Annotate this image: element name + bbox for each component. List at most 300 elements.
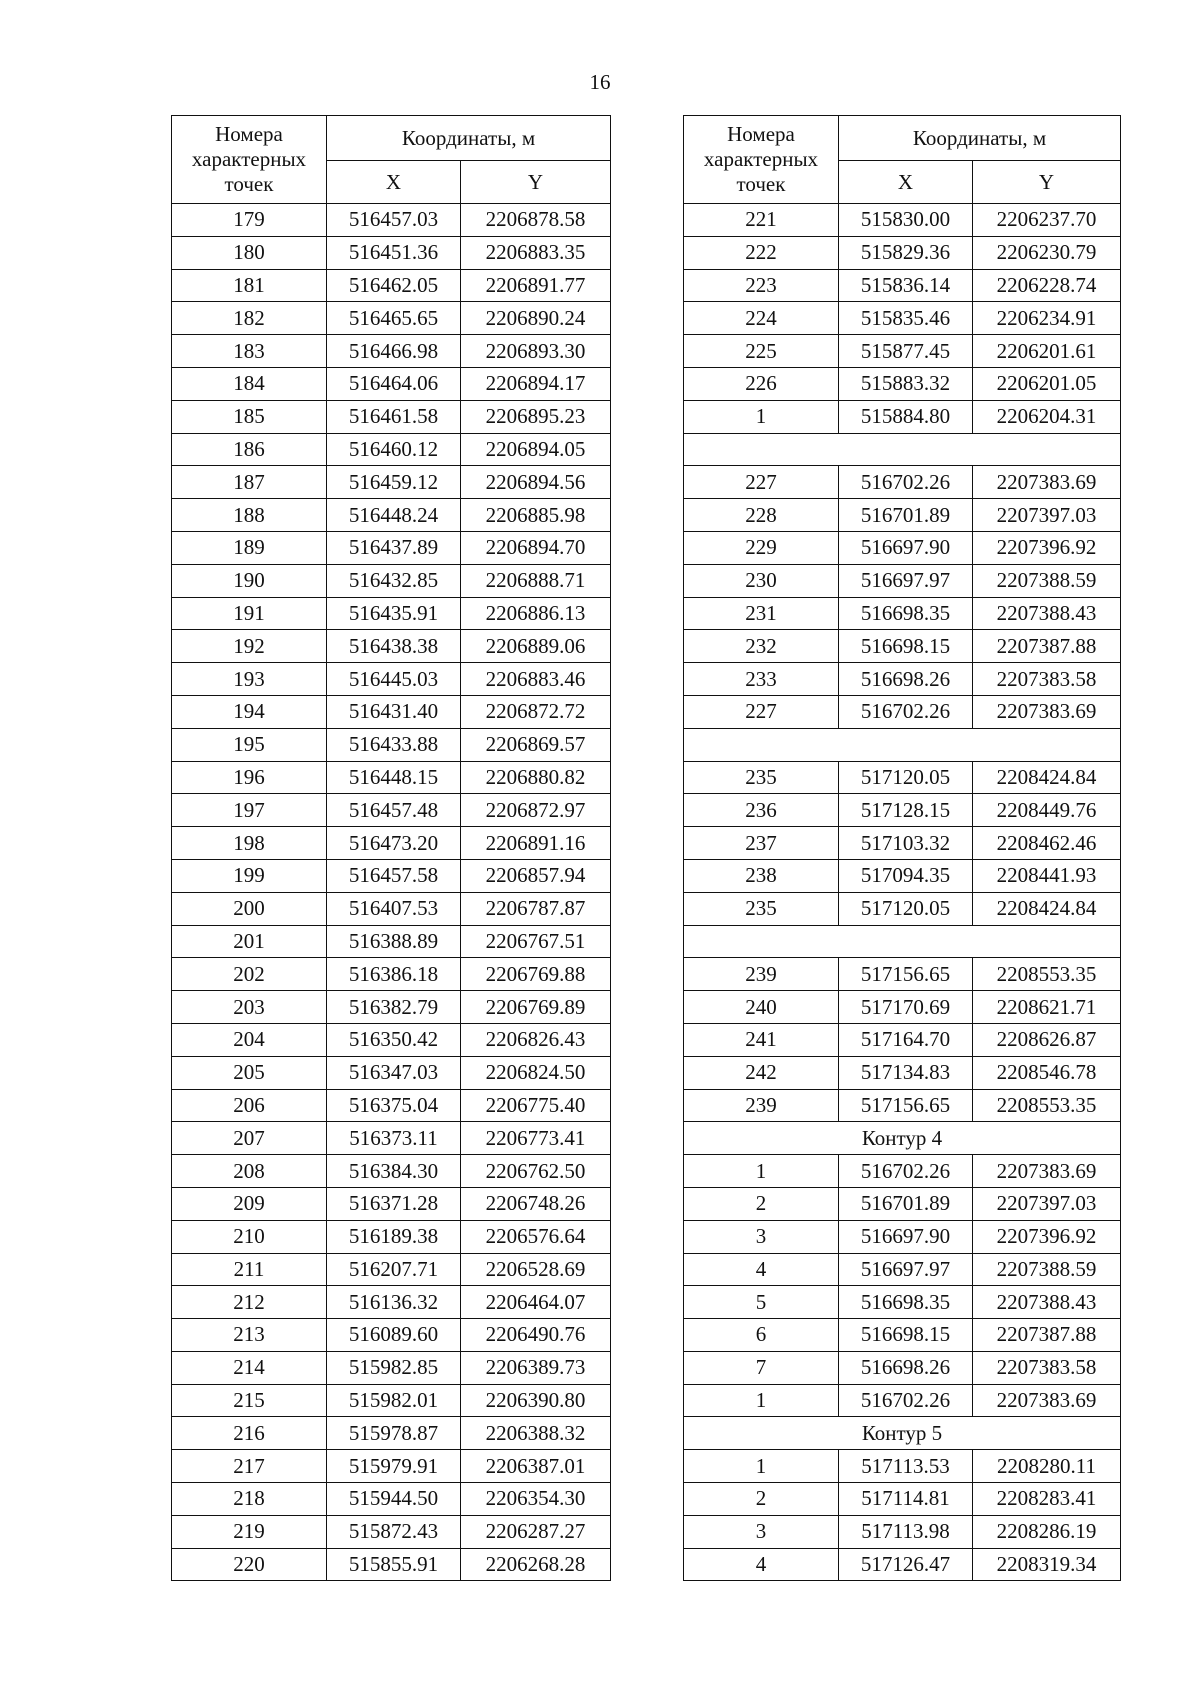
x-coordinate-cell: 516207.71 — [327, 1253, 461, 1286]
y-coordinate-cell: 2206769.89 — [461, 991, 611, 1024]
x-coordinate-cell: 516459.12 — [327, 466, 461, 499]
table-row — [172, 400, 611, 433]
table-row — [172, 1187, 611, 1220]
point-number-cell: 5 — [684, 1286, 839, 1319]
x-coordinate-cell: 517126.47 — [839, 1548, 973, 1581]
y-coordinate-cell: 2206886.13 — [461, 597, 611, 630]
y-coordinate-cell: 2206576.64 — [461, 1220, 611, 1253]
y-coordinate-cell: 2206464.07 — [461, 1286, 611, 1319]
y-coordinate-cell: 2206891.77 — [461, 269, 611, 302]
x-coordinate-cell: 516445.03 — [327, 663, 461, 696]
coordinates-table-right — [683, 115, 1121, 1581]
table-row — [684, 1483, 1121, 1516]
y-coordinate-cell: 2206748.26 — [461, 1187, 611, 1220]
x-coordinate-cell: 517114.81 — [839, 1483, 973, 1516]
table-row — [684, 761, 1121, 794]
y-coordinate-cell: 2206857.94 — [461, 859, 611, 892]
y-coordinate-cell: 2206894.56 — [461, 466, 611, 499]
table-row — [684, 499, 1121, 532]
x-coordinate-cell: 516438.38 — [327, 630, 461, 663]
point-number-cell: 205 — [172, 1056, 327, 1089]
x-coordinate-cell: 516473.20 — [327, 827, 461, 860]
y-coordinate-cell: 2207388.43 — [973, 1286, 1121, 1319]
table-row — [684, 302, 1121, 335]
table-row — [172, 695, 611, 728]
y-coordinate-cell: 2207383.58 — [973, 663, 1121, 696]
x-coordinate-cell: 516375.04 — [327, 1089, 461, 1122]
point-number-cell: 227 — [684, 466, 839, 499]
x-coordinate-cell: 516432.85 — [327, 564, 461, 597]
table-row — [172, 1351, 611, 1384]
x-coordinate-cell: 517156.65 — [839, 958, 973, 991]
header-y: Y — [461, 161, 611, 204]
x-coordinate-cell: 516136.32 — [327, 1286, 461, 1319]
point-number-cell: 228 — [684, 499, 839, 532]
table-row — [684, 1155, 1121, 1188]
y-coordinate-cell: 2206389.73 — [461, 1351, 611, 1384]
point-number-cell: 200 — [172, 892, 327, 925]
header-x: X — [839, 161, 973, 204]
point-number-cell: 232 — [684, 630, 839, 663]
point-number-cell: 189 — [172, 531, 327, 564]
x-coordinate-cell: 517094.35 — [839, 859, 973, 892]
table-row — [172, 991, 611, 1024]
x-coordinate-cell: 516698.15 — [839, 630, 973, 663]
x-coordinate-cell: 515982.01 — [327, 1384, 461, 1417]
table-row — [684, 1319, 1121, 1352]
table-row — [684, 597, 1121, 630]
x-coordinate-cell: 515883.32 — [839, 367, 973, 400]
y-coordinate-cell: 2206891.16 — [461, 827, 611, 860]
y-coordinate-cell: 2206390.80 — [461, 1384, 611, 1417]
point-number-cell: 242 — [684, 1056, 839, 1089]
y-coordinate-cell: 2208280.11 — [973, 1450, 1121, 1483]
y-coordinate-cell: 2206201.61 — [973, 335, 1121, 368]
y-coordinate-cell: 2207388.59 — [973, 1253, 1121, 1286]
table-row — [172, 925, 611, 958]
x-coordinate-cell: 516388.89 — [327, 925, 461, 958]
point-number-cell: 1 — [684, 1450, 839, 1483]
y-coordinate-cell: 2206787.87 — [461, 892, 611, 925]
point-number-cell: 220 — [172, 1548, 327, 1581]
y-coordinate-cell: 2206387.01 — [461, 1450, 611, 1483]
y-coordinate-cell: 2206228.74 — [973, 269, 1121, 302]
y-coordinate-cell: 2206826.43 — [461, 1023, 611, 1056]
x-coordinate-cell: 516457.58 — [327, 859, 461, 892]
point-number-cell: 239 — [684, 1089, 839, 1122]
point-number-cell: 184 — [172, 367, 327, 400]
table-row — [172, 269, 611, 302]
y-coordinate-cell: 2207383.58 — [973, 1351, 1121, 1384]
point-number-cell: 185 — [172, 400, 327, 433]
point-number-cell: 6 — [684, 1319, 839, 1352]
x-coordinate-cell: 516698.35 — [839, 1286, 973, 1319]
y-coordinate-cell: 2208626.87 — [973, 1023, 1121, 1056]
point-number-cell: 197 — [172, 794, 327, 827]
y-coordinate-cell: 2207383.69 — [973, 1384, 1121, 1417]
table-row — [172, 499, 611, 532]
y-coordinate-cell: 2207387.88 — [973, 1319, 1121, 1352]
y-coordinate-cell: 2206490.76 — [461, 1319, 611, 1352]
x-coordinate-cell: 516464.06 — [327, 367, 461, 400]
x-coordinate-cell: 515855.91 — [327, 1548, 461, 1581]
x-coordinate-cell: 516702.26 — [839, 695, 973, 728]
table-row — [684, 433, 1121, 466]
x-coordinate-cell: 516457.03 — [327, 204, 461, 237]
y-coordinate-cell: 2206769.88 — [461, 958, 611, 991]
y-coordinate-cell: 2206767.51 — [461, 925, 611, 958]
point-number-cell: 182 — [172, 302, 327, 335]
table-row — [172, 204, 611, 237]
table-row — [684, 630, 1121, 663]
table-row — [684, 1450, 1121, 1483]
table-row — [172, 335, 611, 368]
y-coordinate-cell: 2206230.79 — [973, 236, 1121, 269]
table-row — [684, 1089, 1121, 1122]
left-table-body — [172, 204, 611, 1581]
table-row — [684, 1056, 1121, 1089]
y-coordinate-cell: 2208546.78 — [973, 1056, 1121, 1089]
x-coordinate-cell: 516448.15 — [327, 761, 461, 794]
table-row — [684, 269, 1121, 302]
x-coordinate-cell: 517103.32 — [839, 827, 973, 860]
point-number-cell: 237 — [684, 827, 839, 860]
point-number-cell: 231 — [684, 597, 839, 630]
table-row — [172, 1220, 611, 1253]
y-coordinate-cell: 2206883.46 — [461, 663, 611, 696]
table-row — [172, 1384, 611, 1417]
coordinates-table-left — [171, 115, 611, 1581]
table-row — [684, 1122, 1121, 1155]
y-coordinate-cell: 2206888.71 — [461, 564, 611, 597]
point-number-cell: 206 — [172, 1089, 327, 1122]
table-row — [684, 400, 1121, 433]
x-coordinate-cell: 515978.87 — [327, 1417, 461, 1450]
x-coordinate-cell: 516347.03 — [327, 1056, 461, 1089]
table-row — [684, 564, 1121, 597]
y-coordinate-cell: 2206890.24 — [461, 302, 611, 335]
point-number-cell: 236 — [684, 794, 839, 827]
x-coordinate-cell: 516697.90 — [839, 1220, 973, 1253]
point-number-cell: 7 — [684, 1351, 839, 1384]
y-coordinate-cell: 2206893.30 — [461, 335, 611, 368]
point-number-cell: 216 — [172, 1417, 327, 1450]
table-row — [172, 761, 611, 794]
point-number-cell: 2 — [684, 1483, 839, 1516]
point-number-cell: 226 — [684, 367, 839, 400]
table-row — [684, 827, 1121, 860]
point-number-cell: 229 — [684, 531, 839, 564]
table-row — [684, 236, 1121, 269]
y-coordinate-cell: 2206388.32 — [461, 1417, 611, 1450]
x-coordinate-cell: 516698.26 — [839, 1351, 973, 1384]
table-row — [684, 1515, 1121, 1548]
x-coordinate-cell: 516451.36 — [327, 236, 461, 269]
point-number-cell: 191 — [172, 597, 327, 630]
x-coordinate-cell: 517128.15 — [839, 794, 973, 827]
x-coordinate-cell: 517170.69 — [839, 991, 973, 1024]
y-coordinate-cell: 2207388.43 — [973, 597, 1121, 630]
y-coordinate-cell: 2208283.41 — [973, 1483, 1121, 1516]
point-number-cell: 239 — [684, 958, 839, 991]
table-row — [172, 1483, 611, 1516]
table-row — [172, 597, 611, 630]
point-number-cell: 203 — [172, 991, 327, 1024]
point-number-cell: 194 — [172, 695, 327, 728]
table-row — [172, 1089, 611, 1122]
point-number-cell: 235 — [684, 761, 839, 794]
table-row — [684, 1417, 1121, 1450]
x-coordinate-cell: 517164.70 — [839, 1023, 973, 1056]
x-coordinate-cell: 515829.36 — [839, 236, 973, 269]
point-number-cell: 224 — [684, 302, 839, 335]
point-number-cell: 230 — [684, 564, 839, 597]
x-coordinate-cell: 516437.89 — [327, 531, 461, 564]
table-row — [172, 663, 611, 696]
x-coordinate-cell: 516701.89 — [839, 1187, 973, 1220]
table-row — [684, 367, 1121, 400]
point-number-cell: 4 — [684, 1253, 839, 1286]
page-number: 16 — [589, 70, 611, 94]
table-row — [172, 433, 611, 466]
y-coordinate-cell: 2206824.50 — [461, 1056, 611, 1089]
table-row — [684, 335, 1121, 368]
y-coordinate-cell: 2207383.69 — [973, 1155, 1121, 1188]
point-number-cell: 213 — [172, 1319, 327, 1352]
table-row — [172, 958, 611, 991]
point-number-cell: 227 — [684, 695, 839, 728]
y-coordinate-cell: 2206775.40 — [461, 1089, 611, 1122]
point-number-cell: 196 — [172, 761, 327, 794]
x-coordinate-cell: 516089.60 — [327, 1319, 461, 1352]
table-row — [172, 1155, 611, 1188]
point-number-cell: 207 — [172, 1122, 327, 1155]
table-row — [172, 859, 611, 892]
x-coordinate-cell: 516702.26 — [839, 466, 973, 499]
y-coordinate-cell: 2206204.31 — [973, 400, 1121, 433]
spacer-cell — [684, 925, 1121, 958]
table-row — [172, 630, 611, 663]
table-row — [684, 1187, 1121, 1220]
y-coordinate-cell: 2206234.91 — [973, 302, 1121, 335]
point-number-cell: 212 — [172, 1286, 327, 1319]
y-coordinate-cell: 2206287.27 — [461, 1515, 611, 1548]
point-number-cell: 3 — [684, 1515, 839, 1548]
x-coordinate-cell: 516465.65 — [327, 302, 461, 335]
y-coordinate-cell: 2206880.82 — [461, 761, 611, 794]
y-coordinate-cell: 2207396.92 — [973, 1220, 1121, 1253]
point-number-cell: 199 — [172, 859, 327, 892]
table-row — [684, 1286, 1121, 1319]
x-coordinate-cell: 516433.88 — [327, 728, 461, 761]
y-coordinate-cell: 2206354.30 — [461, 1483, 611, 1516]
x-coordinate-cell: 516697.97 — [839, 564, 973, 597]
table-row — [172, 1417, 611, 1450]
x-coordinate-cell: 517156.65 — [839, 1089, 973, 1122]
x-coordinate-cell: 516462.05 — [327, 269, 461, 302]
x-coordinate-cell: 516702.26 — [839, 1155, 973, 1188]
x-coordinate-cell: 515872.43 — [327, 1515, 461, 1548]
point-number-cell: 179 — [172, 204, 327, 237]
table-row — [684, 1384, 1121, 1417]
point-number-cell: 198 — [172, 827, 327, 860]
x-coordinate-cell: 516435.91 — [327, 597, 461, 630]
point-number-cell: 190 — [172, 564, 327, 597]
table-row — [172, 367, 611, 400]
point-number-cell: 195 — [172, 728, 327, 761]
table-row — [684, 1220, 1121, 1253]
y-coordinate-cell: 2206773.41 — [461, 1122, 611, 1155]
point-number-cell: 235 — [684, 892, 839, 925]
x-coordinate-cell: 516698.15 — [839, 1319, 973, 1352]
y-coordinate-cell: 2208621.71 — [973, 991, 1121, 1024]
point-number-cell: 219 — [172, 1515, 327, 1548]
x-coordinate-cell: 516697.90 — [839, 531, 973, 564]
table-row — [172, 564, 611, 597]
point-number-cell: 188 — [172, 499, 327, 532]
y-coordinate-cell: 2206268.28 — [461, 1548, 611, 1581]
x-coordinate-cell: 516189.38 — [327, 1220, 461, 1253]
table-row — [172, 1056, 611, 1089]
header-point-numbers: Номера характерных точек — [684, 116, 839, 204]
table-row — [172, 728, 611, 761]
point-number-cell: 193 — [172, 663, 327, 696]
y-coordinate-cell: 2206872.97 — [461, 794, 611, 827]
table-row — [684, 531, 1121, 564]
table-row — [684, 892, 1121, 925]
point-number-cell: 1 — [684, 1155, 839, 1188]
y-coordinate-cell: 2206889.06 — [461, 630, 611, 663]
table-row — [684, 1548, 1121, 1581]
point-number-cell: 233 — [684, 663, 839, 696]
y-coordinate-cell: 2208441.93 — [973, 859, 1121, 892]
spacer-cell — [684, 728, 1121, 761]
point-number-cell: 214 — [172, 1351, 327, 1384]
y-coordinate-cell: 2206883.35 — [461, 236, 611, 269]
table-row — [684, 1023, 1121, 1056]
table-row — [684, 991, 1121, 1024]
table-row — [684, 466, 1121, 499]
table-row — [172, 794, 611, 827]
point-number-cell: 4 — [684, 1548, 839, 1581]
y-coordinate-cell: 2206878.58 — [461, 204, 611, 237]
y-coordinate-cell: 2208286.19 — [973, 1515, 1121, 1548]
y-coordinate-cell: 2206237.70 — [973, 204, 1121, 237]
y-coordinate-cell: 2206895.23 — [461, 400, 611, 433]
point-number-cell: 3 — [684, 1220, 839, 1253]
y-coordinate-cell: 2208424.84 — [973, 761, 1121, 794]
y-coordinate-cell: 2207388.59 — [973, 564, 1121, 597]
table-row — [172, 892, 611, 925]
x-coordinate-cell: 516407.53 — [327, 892, 461, 925]
table-row — [684, 204, 1121, 237]
y-coordinate-cell: 2206894.70 — [461, 531, 611, 564]
x-coordinate-cell: 517113.53 — [839, 1450, 973, 1483]
y-coordinate-cell: 2208553.35 — [973, 958, 1121, 991]
x-coordinate-cell: 516384.30 — [327, 1155, 461, 1188]
y-coordinate-cell: 2207397.03 — [973, 1187, 1121, 1220]
table-row — [172, 1023, 611, 1056]
contour-label: Контур 4 — [684, 1122, 1121, 1155]
table-row — [172, 827, 611, 860]
point-number-cell: 192 — [172, 630, 327, 663]
point-number-cell: 221 — [684, 204, 839, 237]
y-coordinate-cell: 2208319.34 — [973, 1548, 1121, 1581]
y-coordinate-cell: 2206528.69 — [461, 1253, 611, 1286]
table-row — [684, 695, 1121, 728]
x-coordinate-cell: 516698.35 — [839, 597, 973, 630]
point-number-cell: 181 — [172, 269, 327, 302]
x-coordinate-cell: 515944.50 — [327, 1483, 461, 1516]
x-coordinate-cell: 516386.18 — [327, 958, 461, 991]
y-coordinate-cell: 2206872.72 — [461, 695, 611, 728]
x-coordinate-cell: 516373.11 — [327, 1122, 461, 1155]
table-row — [172, 1450, 611, 1483]
y-coordinate-cell: 2206869.57 — [461, 728, 611, 761]
x-coordinate-cell: 516698.26 — [839, 663, 973, 696]
y-coordinate-cell: 2208553.35 — [973, 1089, 1121, 1122]
point-number-cell: 218 — [172, 1483, 327, 1516]
y-coordinate-cell: 2206885.98 — [461, 499, 611, 532]
header-coordinates: Координаты, м — [839, 116, 1121, 161]
table-row — [684, 859, 1121, 892]
point-number-cell: 222 — [684, 236, 839, 269]
y-coordinate-cell: 2207383.69 — [973, 466, 1121, 499]
table-row — [172, 236, 611, 269]
table-row — [172, 302, 611, 335]
x-coordinate-cell: 517113.98 — [839, 1515, 973, 1548]
table-row — [172, 1122, 611, 1155]
y-coordinate-cell: 2208462.46 — [973, 827, 1121, 860]
table-row — [172, 1319, 611, 1352]
x-coordinate-cell: 515830.00 — [839, 204, 973, 237]
x-coordinate-cell: 516701.89 — [839, 499, 973, 532]
x-coordinate-cell: 517120.05 — [839, 892, 973, 925]
y-coordinate-cell: 2206762.50 — [461, 1155, 611, 1188]
y-coordinate-cell: 2206201.05 — [973, 367, 1121, 400]
x-coordinate-cell: 516457.48 — [327, 794, 461, 827]
point-number-cell: 186 — [172, 433, 327, 466]
table-row — [684, 1253, 1121, 1286]
point-number-cell: 1 — [684, 1384, 839, 1417]
x-coordinate-cell: 515982.85 — [327, 1351, 461, 1384]
point-number-cell: 209 — [172, 1187, 327, 1220]
table-row — [172, 531, 611, 564]
x-coordinate-cell: 516702.26 — [839, 1384, 973, 1417]
y-coordinate-cell: 2208449.76 — [973, 794, 1121, 827]
table-row — [684, 794, 1121, 827]
y-coordinate-cell: 2207383.69 — [973, 695, 1121, 728]
x-coordinate-cell: 515836.14 — [839, 269, 973, 302]
x-coordinate-cell: 517134.83 — [839, 1056, 973, 1089]
x-coordinate-cell: 516431.40 — [327, 695, 461, 728]
x-coordinate-cell: 516460.12 — [327, 433, 461, 466]
x-coordinate-cell: 516461.58 — [327, 400, 461, 433]
point-number-cell: 187 — [172, 466, 327, 499]
contour-label: Контур 5 — [684, 1417, 1121, 1450]
point-number-cell: 210 — [172, 1220, 327, 1253]
header-x: X — [327, 161, 461, 204]
header-coordinates: Координаты, м — [327, 116, 611, 161]
point-number-cell: 217 — [172, 1450, 327, 1483]
x-coordinate-cell: 516371.28 — [327, 1187, 461, 1220]
x-coordinate-cell: 515884.80 — [839, 400, 973, 433]
point-number-cell: 241 — [684, 1023, 839, 1056]
table-row — [172, 1548, 611, 1581]
y-coordinate-cell: 2207387.88 — [973, 630, 1121, 663]
point-number-cell: 204 — [172, 1023, 327, 1056]
y-coordinate-cell: 2206894.05 — [461, 433, 611, 466]
